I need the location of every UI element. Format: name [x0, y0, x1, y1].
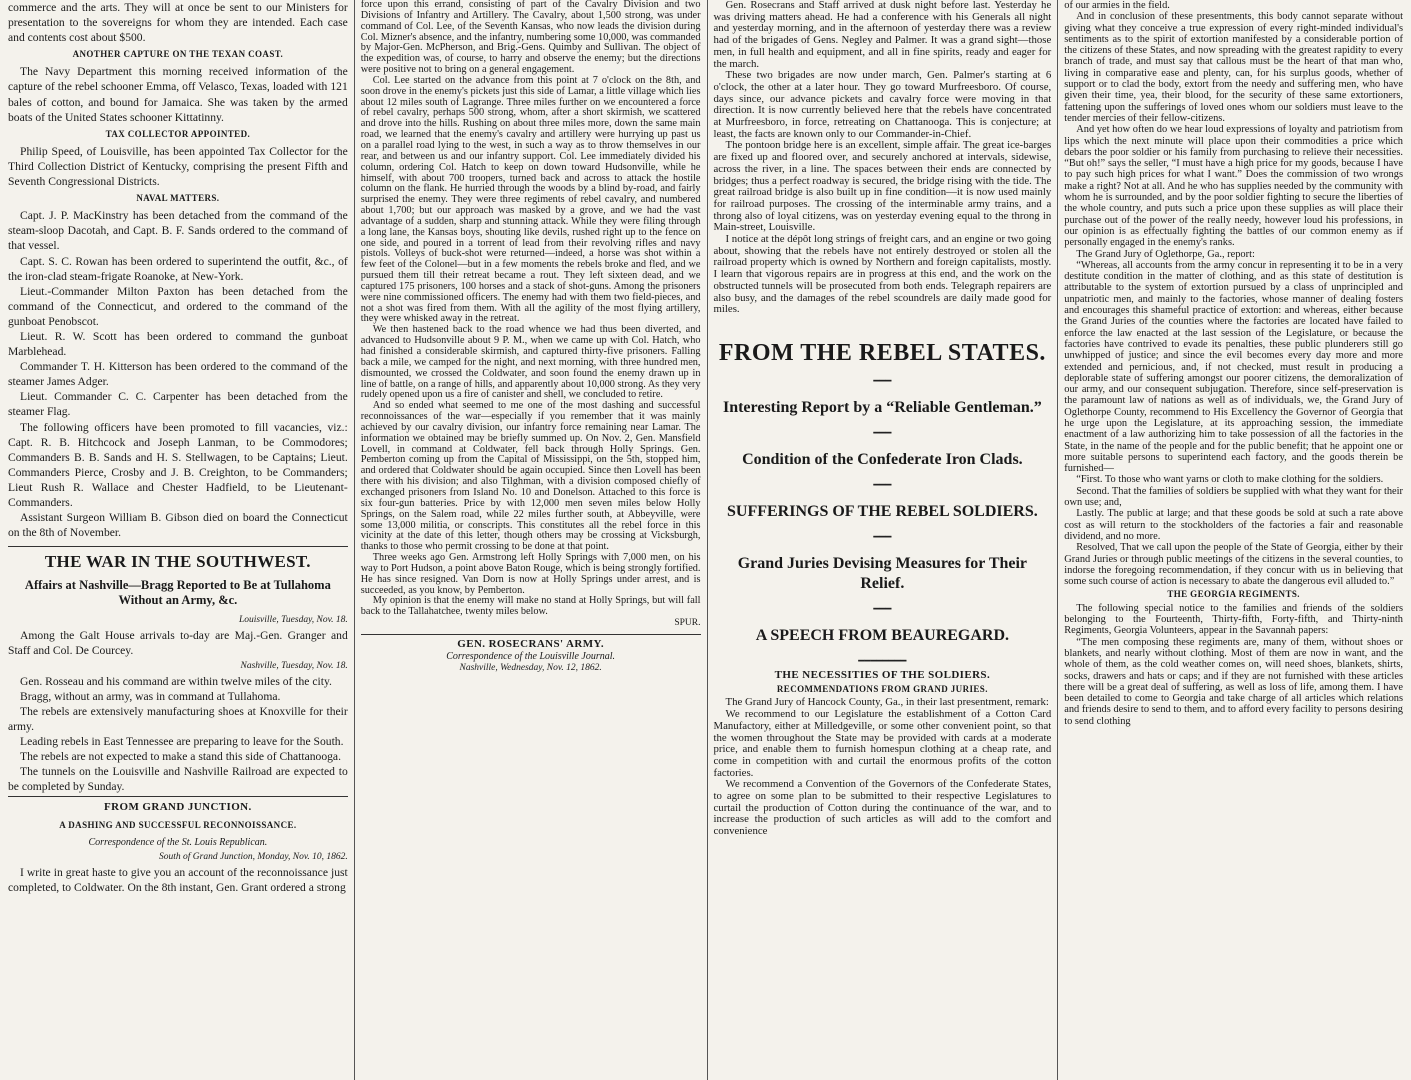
ornament-divider: ━━━━━━━━	[858, 655, 907, 667]
dateline: Louisville, Tuesday, Nov. 18.	[238, 615, 348, 626]
article-paragraph: Capt. J. P. MacKinstry has been detached from the command of the steam-sloop Dacotah, and Capt. B. F. Sands ordered to the command of that vessel.	[8, 209, 348, 253]
article-paragraph: The rebels are not expected to make a stand this side of Chattanooga.	[20, 750, 341, 764]
article-paragraph: commerce and the arts. They will at once be sent to our Ministers for presentation to the sovereigns for whom they are intended. Each case and contents cost about $500.	[8, 1, 348, 45]
article-paragraph: I write in great haste to give you an account of the reconnoissance just completed, to Coldwater. On the 8th instant, Gen. Grant ordered a strong	[8, 865, 348, 894]
article-paragraph: We recommend to our Legislature the establishment of a Cotton Card Manufactory, either at Milledgeville, or some other convenient point, so that the women throughout the State may be provided with cards at a moderate price, and enable them to furnish homespun clothing at a cheap rate, and come in competition with and curtail the enormous profits of the cotton factories.	[713, 708, 1052, 779]
dateline: Nashville, Tuesday, Nov. 18.	[240, 660, 348, 671]
ornament-divider: ━━━	[873, 375, 892, 387]
ornament-divider: ━━━	[873, 603, 892, 615]
column-4	[1058, 0, 1409, 1080]
article-paragraph: Capt. S. C. Rowan has been ordered to superintend the outfit, &c., of the iron-clad steam-frigate Roanoke, at New-York.	[8, 254, 348, 283]
article-paragraph: We recommend a Convention of the Governors of the Confederate States, to agree on some plan to be submitted to their respective Legislatures to curtail the production of Cotton during the continuance of the war, and to increase the production of such articles as will add to the comfort and convenience	[713, 778, 1052, 838]
headline-deck: Condition of the Confederate Iron Clads.	[742, 450, 1023, 468]
column-1	[2, 0, 354, 1080]
column-2	[355, 0, 707, 1080]
ornament-divider: ━━━	[873, 531, 892, 543]
article-heading: TAX COLLECTOR APPOINTED.	[105, 128, 251, 139]
article-paragraph: The Navy Department this morning received information of the capture of the rebel schooner Emma, off Velasco, Texas, loaded with 121 bales of cotton, and bound for Jamaica. She was taken by the armed boats of the United States schooner Kittatinny.	[8, 65, 348, 124]
article-heading: THE NECESSITIES OF THE SOLDIERS.	[774, 668, 991, 681]
article-paragraph: The pontoon bridge here is an excellent, simple affair. The great ice-barges are fixed up and floored over, and securely anchored at intervals, sidewise, across the river, in a line. The spaces between their ends are connected by bridges; thus a perfect roadway is secured, the bridge rising with the tide. The great railroad bridge is also built up in fine condition—it is now used mainly for railroad purposes. The crossing of the interminable army trains, and a throng also of loyal citizens, was on yesterday evening equal to the throng in Main-street, Louisville.	[713, 139, 1052, 234]
article-paragraph: And yet how often do we hear loud expressions of loyalty and patriotism from lips which the next minute will place upon their commodities a price which debars the poor soldier or his family from purchasing to relieve their necessities. “But oh!” says the seller, “I must have a high price for my goods, because I have to pay such high prices for what I want.” Does the commission of two wrongs make a right? Not at all. And he who has supplies needed by the community with whom he is surrounded, and by the poor soldier fighting to secure the liberties of the whole country, and puts such a price upon these supplies as will place their purchase out of the power of the really needy, however loud his professions, in our opinion is as effectually fighting the battles of our common enemy as if personally engaged in the enemy's ranks.	[1064, 124, 1403, 249]
ornament-divider: ━━━	[873, 427, 892, 439]
article-paragraph: Assistant Surgeon William B. Gibson died on board the Connecticut on the 8th of November.	[8, 511, 348, 540]
article-paragraph: Among the Galt House arrivals to-day are Maj.-Gen. Granger and Staff and Col. De Courcey.	[8, 629, 348, 658]
article-paragraph: Lieut. Commander C. C. Carpenter has been detached from the steamer Flag.	[8, 390, 348, 419]
section-headline: THE WAR IN THE SOUTHWEST.	[8, 546, 348, 573]
article-paragraph: The Grand Jury of Oglethorpe, Ga., report:	[1076, 248, 1255, 260]
article-paragraph: Lieut. R. W. Scott has been ordered to command the gunboat Marblehead.	[8, 329, 348, 359]
article-paragraph: Bragg, without an army, was in command at Tullahoma.	[20, 689, 281, 703]
correspondence-line: Correspondence of the Louisville Journal.	[446, 650, 616, 662]
article-paragraph: Second. That the families of soldiers be supplied with what they want for their own use; and,	[1064, 485, 1403, 509]
article-paragraph: Commander T. H. Kitterson has been ordered to the command of the steamer James Adger.	[8, 360, 348, 389]
article-subheading: RECOMMENDATIONS FROM GRAND JURIES.	[776, 683, 988, 694]
article-paragraph: These two brigades are now under march, Gen. Palmer's starting at 6 o'clock, the other at a later hour. They go toward Murfreesboro. Of course, days since, our advance pickets and cavalry force were moving in that direction. It is now currently believed here that the rebels have concentrated at Murfreesboro, in force, retreating on Chattanooga. This is conjecture; at least, the facts are known only to our Commander-in-Chief.	[713, 69, 1052, 140]
article-paragraph: The rebels are extensively manufacturing shoes at Knoxville for their army.	[8, 704, 348, 733]
article-heading: THE GEORGIA REGIMENTS.	[1167, 589, 1300, 600]
dateline: Nashville, Wednesday, Nov. 12, 1862.	[459, 662, 602, 673]
article-paragraph: And in conclusion of these presentments, this body cannot separate without giving what they conceive a true expression of every right-minded individual's sentiments as to the spirit of extortion manifested by a considerable portion of the citizens of these States, and now spreading with the greatest rapidity to every branch of trade, and must say that callous must be the heart of that man who, living in comparative ease and plenty, can, for his surplus goods, whether of support or to clad the body, extort from the needy and suffering men, who have given their time, yea, their blood, for the security of these same extortioners, fattening upon the sufferings of loved ones whom our soldiers must leave to the tender mercies of their fellow-citizens.	[1064, 11, 1403, 124]
headline-deck: SUFFERINGS OF THE REBEL SOLDIERS.	[726, 502, 1038, 520]
article-paragraph: I notice at the dépôt long strings of freight cars, and an engine or two going about, showing that the rebels have not entirely destroyed or stolen all the railroad property which is owned by Northern and foreign capitalists, mostly. I learn that vigorous repairs are in progress at this end, and the work on the obstructed tunnels will be prosecuted from both ends. Telegraph repairers are also busy, and the damages of the rebel scoundrels are daily made good for miles.	[713, 233, 1052, 316]
ornament-divider: ━━━	[873, 479, 892, 491]
correspondence-line: Correspondence of the St. Louis Republican.	[88, 836, 268, 848]
article-paragraph: “The men composing these regiments are, many of them, without shoes or blankets, and nearly without clothing. Most of them are now in want, and the whole of them, as the cold weather comes on, will need shoes, blankets, shirts, socks, drawers and hats or caps; and if they are not furnished with these articles there will be a great deal of suffering, as well as loss of life, among them. I have been detailed to come to Georgia and take charge of all articles which relations and friends desire to send to them, and to afford every facility to persons desiring to send clothing	[1064, 636, 1403, 727]
article-paragraph: The tunnels on the Louisville and Nashville Railroad are expected to be completed by Sunday.	[8, 765, 348, 794]
article-subheading: A DASHING AND SUCCESSFUL RECONNOISSANCE.	[59, 819, 297, 830]
article-paragraph: Three weeks ago Gen. Armstrong left Holly Springs with 7,000 men, on his way to Port Hudson, a point above Baton Rouge, which is being strongly fortified. He has since resigned. Van Dorn is now at Holly Springs under arrest, and is succeeded, as you know, by Pemberton.	[360, 552, 701, 596]
article-heading: GEN. ROSECRANS' ARMY.	[361, 634, 701, 650]
article-paragraph: Lastly. The public at large; and that these goods be sold at such a rate above cost as will return to the stockholders of the factories a fair and reasonable dividend, and no more.	[1064, 508, 1403, 542]
article-paragraph: Col. Lee started on the advance from this point at 7 o'clock on the 8th, and soon drove in the enemy's pickets just this side of Lamar, a little village which lies about 12 miles south of Lagrange. Three miles further on we encountered a force of rebel cavalry, perhaps 500 strong, whom, after a short skirmish, we scattered and drove into the hills. Rushing on about three miles more, down the same main road, we learned that the enemy's cavalry and artillery were hurrying up past us on a parallel road lying to the west, in such a way as to throw themselves in our rear, and between us and our infantry support. Col. Lee immediately divided his column, ordering Col. Hatch to keep on down toward Hudsonville, while he himself, with about 700 troopers, turned back and across to attack the hostile column on the flank. He hurried through the woods by a blind by-road, and fairly surprised the enemy. They were three regiments of rebel cavalry, and numbered about 1,700; but our approach was masked by a grove, and we had the vast advantage of a sudden, sharp and stunning attack. While they were filing through a long lane, the Kansas boys, shouting like devils, rushed right up to the fence on one side, and poured in a torrent of lead from their revolving rifles and navy pistols. Volleys of buck-shot were returned—indeed, a horse was shot within a few feet of the Colonel—but in a few moments the rebels broke and fled, and we pursued them till their retreat became a rout. They left sixteen dead, and we captured 175 prisoners, 100 horses and a stack of shot-guns. Among the prisoners were nine commissioned officers. The enemy had with them two field-pieces, and not a shot was fired from them. With all the agility of the most flying artillery, they were whisked away in the retreat.	[360, 74, 701, 325]
article-paragraph: We then hastened back to the road whence we had thus been diverted, and advanced to Hudsonville about 9 P. M., when we came up with Col. Hatch, who had finished a considerable skirmish, and captured thirty-five prisoners. Falling back a mile, we camped for the night, and next morning, with three hundred men, dismounted, we crossed the Coldwater, and soon found the enemy drawn up in line of battle, on a range of hills, and apparently about 10,000 strong. As they very rudely opened upon us a fire of canister and shell, we concluded to retire.	[360, 324, 701, 401]
article-paragraph: Lieut.-Commander Milton Paxton has been detached from the command of the Connecticut, and ordered to the command of the gunboat Penobscot.	[8, 284, 348, 328]
headline-deck: Affairs at Nashville—Bragg Reported to Be at Tullahoma Without an Army, &c.	[24, 578, 331, 608]
signature: SPUR.	[674, 618, 701, 629]
article-paragraph: Philip Speed, of Louisville, has been appointed Tax Collector for the Third Collection District of Kentucky, comprising the present Fifth and Seventh Congressional Districts.	[8, 144, 348, 189]
article-paragraph: The following special notice to the families and friends of the soldiers belonging to the Fourteenth, Thirty-fifth, Forty-fifth, and Thirty-ninth Regiments, Georgia Volunteers, appear in the Savannah papers:	[1064, 602, 1403, 637]
dateline: South of Grand Junction, Monday, Nov. 10, 1862.	[158, 851, 348, 862]
article-paragraph: “First. To those who want yarns or cloth to make clothing for the soldiers.	[1076, 474, 1384, 486]
article-paragraph: The following officers have been promoted to fill vacancies, viz.: Capt. R. B. Hitchcock and Joseph Lanman, to be Commodores; Commanders B. B. Sands and H. S. Stellwagen, to be Captains; Lieut. Commanders Pierce, Crosby and J. B. Creighton, to be Commanders; Lieut Rush R. Wallace and Chester Hadfield, to be Lieutenant-Commanders.	[8, 420, 348, 509]
headline-deck: A SPEECH FROM BEAUREGARD.	[755, 626, 1010, 644]
article-paragraph: And so ended what seemed to me one of the most dashing and successful reconnoissances of the war—especially if you remember that it was mainly achieved by our cavalry division, our infantry force remaining near Lamar. The information we obtained may be briefly summed up. On Nov. 2, Gen. Mansfield Lovell, in command at Coldwater, fell back through Holly Springs. Gen. Pemberton coming up from the Capital of Mississippi, on the 5th, stopped him, and ordered that Coldwater should be again occupied. Since then Lovell has been there with his division; and also Tilghman, with a division composed chiefly of exchanged prisoners from Island No. 10 and Donelson. Attached to this force is six four-gun batteries. Price by with 12,000 men seven miles below Holly Springs, on the Salem road, while 22 miles further south, at Abbeyville, were some 13,000 militia, or conscripts. This constitutes all the rebel force in this vicinity at the date of this letter, though others may be crossing at Vicksburgh, thanks to those who permit crossing to be done at that point.	[360, 400, 701, 553]
article-heading: FROM GRAND JUNCTION.	[8, 796, 348, 815]
article-paragraph: Resolved, That we call upon the people of the State of Georgia, either by their Grand Juries or through public meetings of the citizens in the several counties, to indorse the foregoing recommendation, if they concur with us in believing that some such course of action is necessary to abate the dangerous evil alluded to.”	[1064, 542, 1403, 588]
article-paragraph: My opinion is that the enemy will make no stand at Holly Springs, but will fall back to the Tallahatchee, twenty miles below.	[360, 595, 701, 618]
article-heading: NAVAL MATTERS.	[136, 193, 220, 204]
article-paragraph: force upon this errand, consisting of part of the Cavalry Division and two Divisions of Infantry and Artillery. The Cavalry, about 1,500 strong, was under command of Col. Lee, of the Seventh Kansas, who now leads the division during Col. Mizner's absence, and the infantry, numbering some 10,000, was commanded by Major-Gen. McPherson, and Brig.-Gens. Quimby and Sullivan. The object of the expedition was, of course, to harry and observe the enemy; but the directions were positive not to bring on a general engagement.	[360, 0, 701, 76]
headline-deck: Grand Juries Devising Measures for Their Relief.	[737, 554, 1028, 592]
article-paragraph: The Grand Jury of Hancock County, Ga., in their last presentment, remark:	[725, 696, 1049, 709]
column-3	[708, 0, 1058, 1080]
article-paragraph: Gen. Rosecrans and Staff arrived at dusk night before last. Yesterday he was driving matters ahead. He had a conference with his Generals all night and yesterday morning, and in the afternoon of yesterday there was a review had of the brigades of Gens. Negley and Palmer. It was a grand sight—those men, in full health and equipment, and all in fine spirits, ready and eager for the march.	[713, 0, 1052, 70]
article-paragraph: of our armies in the field.	[1064, 0, 1170, 11]
article-paragraph: Gen. Rosseau and his command are within twelve miles of the city.	[20, 674, 332, 688]
section-headline: FROM THE REBEL STATES.	[718, 339, 1046, 366]
article-paragraph: Leading rebels in East Tennessee are preparing to leave for the South.	[20, 735, 344, 749]
article-paragraph: “Whereas, all accounts from the army concur in representing it to be in a very destitute condition in the matter of clothing, and as this state of destitution is attributable to the system of extortion pursued by a class of unprincipled and unpatriotic men, and mainly to the factories, whose manner of dealing fosters and encourages this shameful practice of extortion: and whereas, either because the Grand Juries of the counties where the factories are located have failed to enforce the law enacted at the last session of the Legislature, or because the factories have contrived to evade its penalties, these public plunderers still go unwhipped of justice; and since the evil becomes every day more and more extended and pernicious, and, if not checked, must result in producing a deplorable state of suffering amongst our poorer citizens, the demoralization of our army, and our consequent subjugation. Therefore, since self-preservation is the paramount law of nations as well as of individuals, we, the Grand Jury of Oglethorpe County, recommend to His Excellency the Governor of Georgia that he urge upon the Legislature, at its approaching session, the immediate enactment of a law authorizing him to take possession of all the factories in the State, in the name of the people and for the public benefit; that he appoint one or more suitable persons to superintend each factory, and the goods therein be furnished—	[1064, 259, 1403, 475]
article-heading: ANOTHER CAPTURE ON THE TEXAN COAST.	[72, 49, 284, 60]
headline-deck: Interesting Report by a “Reliable Gentleman.”	[722, 398, 1042, 416]
